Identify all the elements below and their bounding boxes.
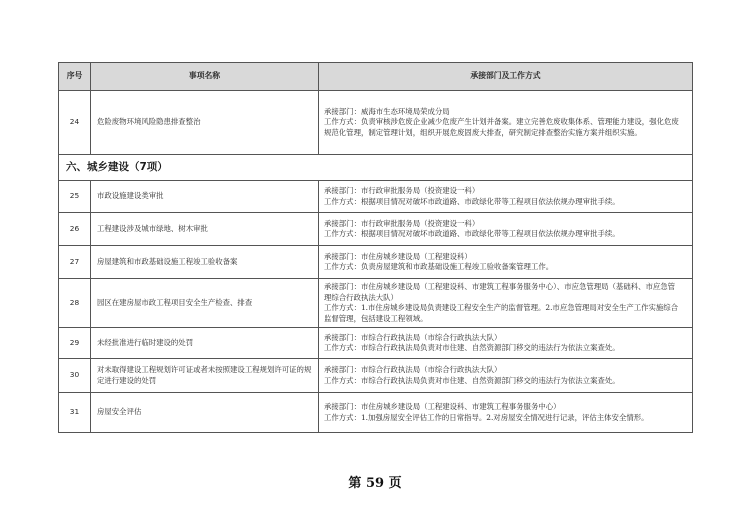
dept-unit: 承接部门：市住房城乡建设局（工程建设科、市建筑工程事务服务中心） (324, 402, 561, 411)
item-name: 房屋安全评估 (91, 393, 319, 433)
dept-unit: 承接部门：市行政审批服务局（投资建设一科） (324, 218, 480, 228)
table-row (59, 91, 693, 155)
row-number: 27 (59, 246, 91, 279)
dept-cell (319, 279, 693, 328)
table-row (59, 279, 693, 328)
page-number: 第 59 页 (348, 476, 402, 491)
table-row (59, 328, 693, 359)
table-row (59, 393, 693, 433)
work-method: 工作方式：市综合行政执法局负责对市住建、自然资源部门移交的违法行为依法立案查处。 (324, 343, 620, 352)
item-name: 房屋建筑和市政基础设施工程竣工验收备案 (91, 246, 319, 279)
work-method: 工作方式：1.加强房屋安全评估工作的日常指导。2.对房屋安全情况进行记录，评估主体安全情形。 (324, 412, 649, 422)
item-name: 危险废物环境风险隐患排查整治 (91, 91, 319, 155)
work-method: 工作方式：负责房屋建筑和市政基础设施工程竣工验收备案管理工作。 (324, 262, 554, 271)
dept-unit: 承接部门：市综合行政执法局（市综合行政执法大队） (324, 332, 502, 342)
item-name: 园区在建房屋市政工程项目安全生产检查、排查 (91, 279, 319, 328)
item-name: 工程建设涉及城市绿地、树木审批 (91, 213, 319, 246)
dept-cell (319, 359, 693, 393)
header-seq: 序号 (59, 63, 91, 91)
item-name: 市政设施建设类审批 (91, 181, 319, 213)
header-dept: 承接部门及工作方式 (319, 63, 693, 91)
row-number: 25 (59, 181, 91, 213)
dept-cell (319, 328, 693, 359)
item-name: 对未取得建设工程规划许可证或者未按照建设工程规划许可证的规定进行建设的处罚 (91, 359, 319, 393)
dept-cell (319, 213, 693, 246)
responsibility-table (58, 62, 693, 433)
dept-cell (319, 91, 693, 155)
dept-cell (319, 393, 693, 433)
dept-cell (319, 181, 693, 213)
work-method: 工作方式：负责审核涉危废企业减少危废产生计划并备案。建立完善危废收集体系、管理能力建设，强化危废规范化管理，制定管理计划，组织开展危废固废大排查，研究制定排查整治实施方案并组织实施。 (324, 117, 679, 137)
table-row (59, 181, 693, 213)
item-name: 未经批准进行临时建设的处罚 (91, 328, 319, 359)
dept-unit: 承接部门：市综合行政执法局（市综合行政执法大队） (324, 365, 502, 374)
work-method: 工作方式：市综合行政执法局负责对市住建、自然资源部门移交的违法行为依法立案查处。 (324, 375, 620, 385)
work-method: 工作方式：1.市住房城乡建设局负责建设工程安全生产的监督管理。2.市应急管理局对安全生产工作实施综合监督管理，包括建设工程领域。 (324, 303, 679, 323)
table-row (59, 359, 693, 393)
dept-unit: 承接部门：市行政审批服务局（投资建设一科） (324, 186, 480, 195)
header-item: 事项名称 (91, 63, 319, 91)
row-number: 26 (59, 213, 91, 246)
row-number: 30 (59, 359, 91, 393)
row-number: 24 (59, 91, 91, 155)
dept-unit: 承接部门：市住房城乡建设局（工程建设科、市建筑工程事务服务中心）、市应急管理局（基础科、市应急管理综合行政执法大队） (324, 282, 676, 302)
section-title: 六、城乡建设（7项） (59, 155, 693, 181)
row-number: 28 (59, 279, 91, 328)
work-method: 工作方式：根据项目情况对破坏市政道路、市政绿化带等工程项目依法依规办理审批手续。 (324, 229, 620, 238)
section-row (59, 155, 693, 181)
table-header-row (59, 63, 693, 91)
table-row (59, 246, 693, 279)
dept-cell (319, 246, 693, 279)
dept-unit: 承接部门：市住房城乡建设局（工程建设科） (324, 251, 472, 261)
table-row (59, 213, 693, 246)
work-method: 工作方式：根据项目情况对破坏市政道路、市政绿化带等工程项目依法依规办理审批手续。 (324, 196, 620, 206)
row-number: 29 (59, 328, 91, 359)
dept-unit: 承接部门：威海市生态环境局荣成分局 (324, 106, 450, 116)
row-number: 31 (59, 393, 91, 433)
